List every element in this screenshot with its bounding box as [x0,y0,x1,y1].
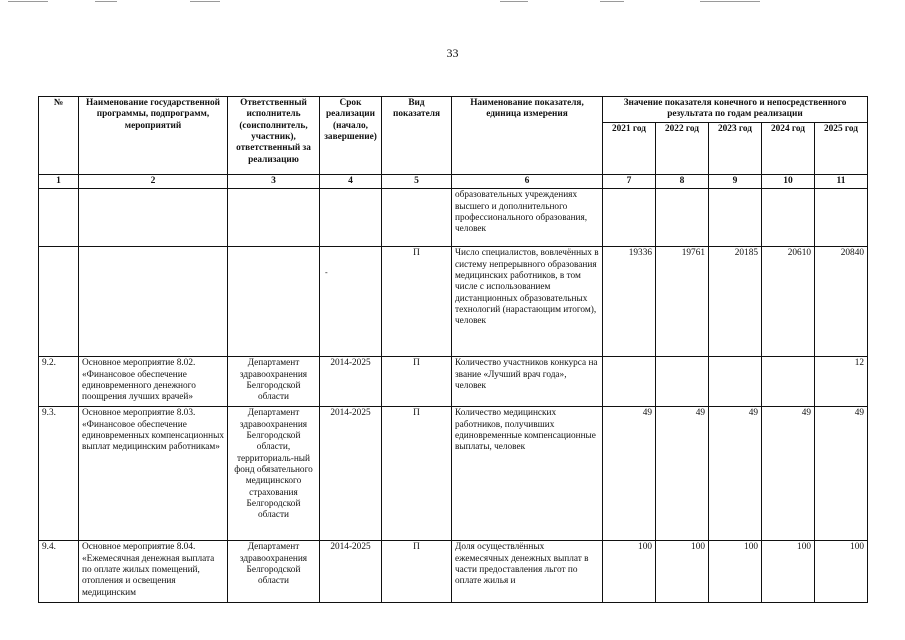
header-year: 2023 год [709,122,762,174]
column-number: 2 [79,174,228,189]
row-indicator-kind [382,189,452,247]
row-value: 49 [603,407,656,541]
row-indicator-kind: П [382,247,452,357]
header-year: 2024 год [762,122,815,174]
column-number: 5 [382,174,452,189]
row-value: 19761 [656,247,709,357]
row-value: 100 [762,541,815,603]
row-num [39,247,79,357]
header-year: 2025 год [815,122,868,174]
row-indicator-kind: П [382,407,452,541]
row-indicator-name: Доля осуществлённых ежемесячных денежных выплат в части предоставления льгот по оплате жилья и [452,541,603,603]
row-executor: Департамент здравоохранения Белгородской области, территориаль-ный фонд обязательного медицинского страхования Белгородской области [228,407,320,541]
row-num: 9.2. [39,357,79,407]
row-value [762,189,815,247]
row-executor: Департамент здравоохранения Белгородской области [228,541,320,603]
row-value: 20185 [709,247,762,357]
row-value [603,357,656,407]
header-num: № [39,97,79,175]
row-value: 12 [815,357,868,407]
row-executor [228,189,320,247]
page-number: 33 [446,46,459,60]
column-number: 1 [39,174,79,189]
row-value: 49 [762,407,815,541]
row-period: 2014-2025 [320,407,382,541]
row-value [603,189,656,247]
row-period: 2014-2025 [320,541,382,603]
row-value [656,189,709,247]
header-year: 2022 год [656,122,709,174]
row-program-name [79,189,228,247]
header-row [39,97,868,123]
table-row [39,247,868,357]
table-row [39,357,868,407]
row-program-name: Основное мероприятие 8.04. «Ежемесячная денежная выплата по оплате жилых помещений, отопления и освещения медицинским [79,541,228,603]
row-value: 100 [709,541,762,603]
column-number: 7 [603,174,656,189]
scan-artifact-line [8,1,48,2]
row-value [709,357,762,407]
scan-artifact-line [95,1,117,2]
row-value: 20610 [762,247,815,357]
row-value: 20840 [815,247,868,357]
row-value: 19336 [603,247,656,357]
row-indicator-name: Количество медицинских работников, получивших единовременные компенсационные выплаты, человек [452,407,603,541]
row-program-name [79,247,228,357]
scan-artifact-line [190,1,220,2]
scan-artifact-line [600,1,624,2]
header-executor: Ответственный исполнитель (соисполнитель, участник), ответственный за реализацию [228,97,320,175]
column-number: 9 [709,174,762,189]
row-value: 49 [709,407,762,541]
row-value [709,189,762,247]
table-row [39,189,868,247]
row-value [656,357,709,407]
row-num [39,189,79,247]
row-executor: Департамент здравоохранения Белгородской области [228,357,320,407]
row-program-name: Основное мероприятие 8.03. «Финансовое обеспечение единовременных компенсационных выплат медицинским работникам» [79,407,228,541]
row-indicator-kind: П [382,357,452,407]
header-indicator-name: Наименование показателя, единица измерения [452,97,603,175]
row-value: 100 [815,541,868,603]
row-indicator-kind: П [382,541,452,603]
row-num: 9.4. [39,541,79,603]
header-year: 2021 год [603,122,656,174]
row-period [320,247,382,357]
row-value: 100 [656,541,709,603]
stray-mark: - [325,268,328,277]
row-indicator-name: Количество участников конкурса на звание «Лучший врач года», человек [452,357,603,407]
column-number: 11 [815,174,868,189]
header-values-group: Значение показателя конечного и непосредственного результата по годам реализации [603,97,868,123]
column-number: 10 [762,174,815,189]
row-value: 100 [603,541,656,603]
header-program-name: Наименование государственной программы, подпрограмм, мероприятий [79,97,228,175]
row-value: 49 [815,407,868,541]
row-value [815,189,868,247]
column-number: 3 [228,174,320,189]
table-row [39,541,868,603]
scan-artifact-line [700,1,760,2]
header-period: Срок реализации (начало, завершение) [320,97,382,175]
table-row [39,407,868,541]
row-executor [228,247,320,357]
row-period [320,189,382,247]
scan-artifact-line [500,1,528,2]
column-number: 6 [452,174,603,189]
row-num: 9.3. [39,407,79,541]
row-indicator-name: Число специалистов, вовлечённых в систему непрерывного образования медицинских работников, в том числе с использованием дистанционных образовательных технологий (нарастающим итогом), человек [452,247,603,357]
column-number: 8 [656,174,709,189]
row-value [762,357,815,407]
row-program-name: Основное мероприятие 8.02. «Финансовое обеспечение единовременного денежного поощрения лучших врачей» [79,357,228,407]
column-numbers-row [39,174,868,189]
header-indicator-kind: Вид показателя [382,97,452,175]
row-period: 2014-2025 [320,357,382,407]
column-number: 4 [320,174,382,189]
row-indicator-name: образовательных учреждениях высшего и дополнительного профессионального образования, человек [452,189,603,247]
row-value: 49 [656,407,709,541]
indicators-table [38,96,868,603]
